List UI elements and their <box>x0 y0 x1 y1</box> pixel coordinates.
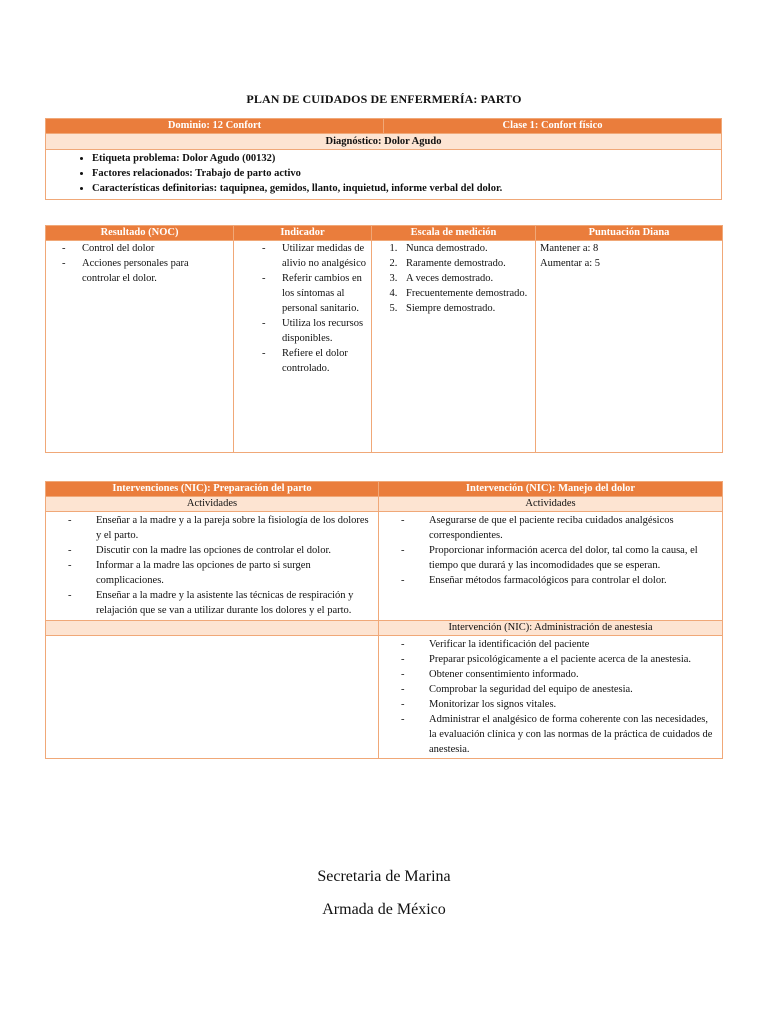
dominio-header: Dominio: 12 Confort <box>46 119 384 134</box>
preparacion-activities <box>46 512 379 621</box>
caracteristicas-item: • Características definitorias: taquipnea, gemidos, llanto, inquietud, informe verbal del dolor. <box>92 181 717 196</box>
escala-item: 2. Raramente demostrado. <box>400 256 531 271</box>
footer-secretaria: Secretaria de Marina <box>317 868 451 885</box>
resultado-noc-header: Resultado (NOC) <box>46 226 234 241</box>
factores-item: • Factores relacionados: Trabajo de parto activo <box>92 166 717 181</box>
activity-item: - Enseñar métodos farmacológicos para controlar el dolor. <box>383 573 718 588</box>
anestesia-activities <box>379 636 723 759</box>
activity-item: - Discutir con la madre las opciones de controlar el dolor. <box>50 543 374 558</box>
actividades-label-left: Actividades <box>46 497 379 512</box>
activity-item: - Comprobar la seguridad del equipo de anestesia. <box>383 682 718 697</box>
indicador-item: - Referir cambios en los síntomas al personal sanitario. <box>258 271 367 316</box>
clase-header: Clase 1: Confort físico <box>384 119 722 134</box>
activity-item: - Verificar la identificación del paciente <box>383 637 718 652</box>
indicador-item: - Utilizar medidas de alivio no analgésico <box>258 241 367 271</box>
footer-armada: Armada de México <box>322 901 446 918</box>
escala-item: 5. Siempre demostrado. <box>400 301 531 316</box>
diagnosis-table <box>45 118 722 200</box>
indicador-item: - Utiliza los recursos disponibles. <box>258 316 367 346</box>
activity-item: - Obtener consentimiento informado. <box>383 667 718 682</box>
escala-item: 3. A veces demostrado. <box>400 271 531 286</box>
resultados-cell <box>46 241 234 453</box>
escala-cell <box>372 241 536 453</box>
puntuacion-cell <box>536 241 723 453</box>
activity-item: - Informar a la madre las opciones de parto si surgen complicaciones. <box>50 558 374 588</box>
activity-item: - Enseñar a la madre y a la pareja sobre la fisiología de los dolores y el parto. <box>50 513 374 543</box>
resultado-item: - Control del dolor <box>58 241 229 256</box>
diagnosis-details <box>46 150 722 200</box>
etiqueta-item: • Etiqueta problema: Dolor Agudo (00132) <box>92 151 717 166</box>
nic-manejo-dolor-header: Intervención (NIC): Manejo del dolor <box>379 482 723 497</box>
indicador-item: - Refiere el dolor controlado. <box>258 346 367 376</box>
escala-item: 1. Nunca demostrado. <box>400 241 531 256</box>
manejo-dolor-activities <box>379 512 723 621</box>
indicador-header: Indicador <box>234 226 372 241</box>
anestesia-header: Intervención (NIC): Administración de anestesia <box>379 621 723 636</box>
indicadores-cell <box>234 241 372 453</box>
activity-item: - Preparar psicológicamente a el paciente acerca de la anestesia. <box>383 652 718 667</box>
actividades-label-right: Actividades <box>379 497 723 512</box>
escala-item: 4. Frecuentemente demostrado. <box>400 286 531 301</box>
escala-header: Escala de medición <box>372 226 536 241</box>
puntuacion-header: Puntuación Diana <box>536 226 723 241</box>
nic-preparacion-header: Intervenciones (NIC): Preparación del parto <box>46 482 379 497</box>
activity-item: - Enseñar a la madre y la asistente las técnicas de respiración y relajación que se van a utilizar durante los dolores y el parto. <box>50 588 374 618</box>
diagnosis-bullet-list <box>50 151 717 196</box>
activity-item: - Asegurarse de que el paciente reciba cuidados analgésicos correspondientes. <box>383 513 718 543</box>
empty-cell <box>46 636 379 759</box>
noc-table <box>45 225 723 453</box>
empty-sub-cell <box>46 621 379 636</box>
document-title: PLAN DE CUIDADOS DE ENFERMERÍA: PARTO <box>246 92 522 106</box>
aumentar-value: Aumentar a: 5 <box>540 258 601 269</box>
activity-item: - Administrar el analgésico de forma coherente con las necesidades, la evaluación clínica y con las normas de la práctica de cuidados de anestesia. <box>383 712 718 757</box>
activity-item: - Proporcionar información acerca del dolor, tal como la causa, el tiempo que durará y las incomodidades que se esperan. <box>383 543 718 573</box>
diagnostico-row: Diagnóstico: Dolor Agudo <box>46 134 722 150</box>
mantener-value: Mantener a: 8 <box>540 243 599 254</box>
resultado-item: - Acciones personales para controlar el dolor. <box>58 256 229 286</box>
activity-item: - Monitorizar los signos vitales. <box>383 697 718 712</box>
nic-table <box>45 481 723 759</box>
